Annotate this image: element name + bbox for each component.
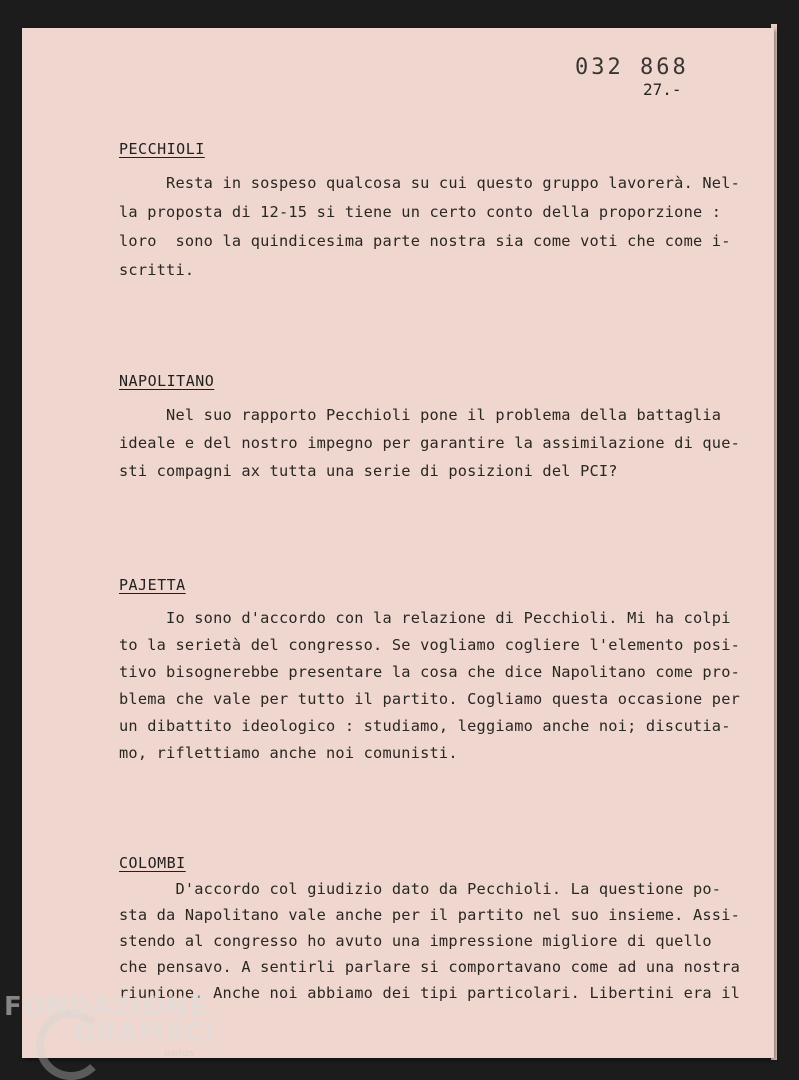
text-line: Io sono d'accordo con la relazione di Pecchioli. Mi ha colpi — [119, 609, 731, 627]
text-line: tivo bisognerebbe presentare la cosa che dice Napolitano come pro- — [119, 663, 741, 681]
speaker-heading: PECCHIOLI — [119, 140, 205, 158]
speaker-heading: COLOMBI — [119, 854, 186, 872]
text-line: D'accordo col giudizio dato da Pecchioli. La questione po- — [119, 880, 722, 898]
text-line: che pensavo. A sentirli parlare si comportavano come ad una nostra — [119, 958, 741, 976]
text-line: loro sono la quindicesima parte nostra sia come voti che come i- — [119, 232, 731, 250]
text-line: ideale e del nostro impegno per garantire la assimilazione di que- — [119, 434, 741, 452]
text-line: scritti. — [119, 261, 195, 279]
text-line: sta da Napolitano vale anche per il partito nel suo insieme. Assi- — [119, 906, 741, 924]
text-line: stendo al congresso ho avuto una impressione migliore di quello — [119, 932, 712, 950]
text-line: blema che vale per tutto il partito. Cogliamo questa occasione per — [119, 690, 741, 708]
watermark-line2: GRAMSCI — [74, 1018, 216, 1048]
watermark-line3: onlus — [164, 1048, 195, 1059]
text-line: to la serietà del congresso. Se vogliamo cogliere l'elemento posi- — [119, 636, 741, 654]
text-line: la proposta di 12-15 si tiene un certo conto della proporzione : — [119, 203, 722, 221]
text-line: mo, riflettiamo anche noi comunisti. — [119, 744, 458, 762]
text-line: Nel suo rapporto Pecchioli pone il problema della battaglia — [119, 406, 722, 424]
watermark-logo — [4, 992, 216, 1059]
speaker-heading: NAPOLITANO — [119, 372, 215, 390]
archive-number: 032 868 — [575, 55, 689, 80]
text-line: riunione. Anche noi abbiamo dei tipi particolari. Libertini era il — [119, 984, 741, 1002]
page-number: 27.- — [643, 80, 682, 99]
text-line: sti compagni ax tutta una serie di posizioni del PCI? — [119, 462, 618, 480]
text-line: Resta in sospeso qualcosa su cui questo gruppo lavorerà. Nel- — [119, 174, 741, 192]
text-line: un dibattito ideologico : studiamo, leggiamo anche noi; discutia- — [119, 717, 731, 735]
watermark-line1: FONDAZIONE — [4, 992, 208, 1022]
speaker-heading: PAJETTA — [119, 576, 186, 594]
